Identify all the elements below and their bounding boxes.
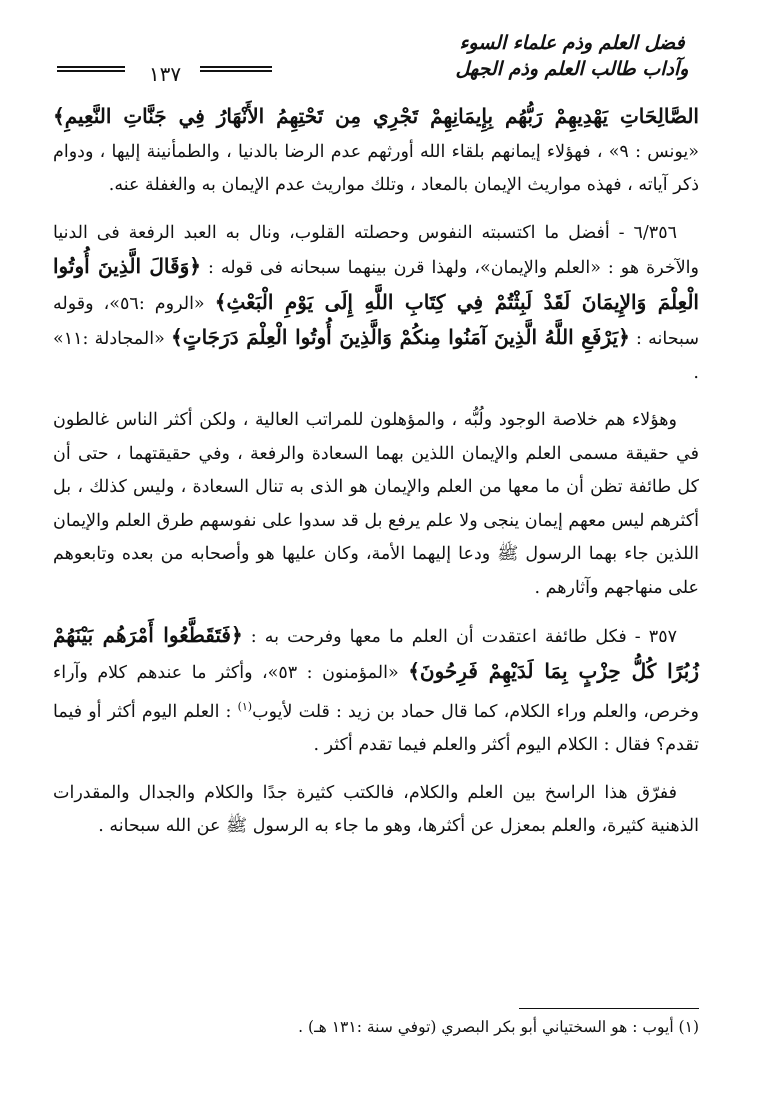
header-rule-middle (200, 66, 272, 72)
footnote: (١) أيوب : هو السختياني أبو بكر البصري (توفي سنة :١٣١ هـ) . (298, 1018, 699, 1036)
footnote-marker[interactable]: (١) (237, 700, 253, 713)
paragraph-text: «الروم :٥٦»، وقوله سبحانه : (53, 293, 699, 349)
paragraph-text: : العلم اليوم أكثر أو فيما تقدم؟ فقال : الكلام اليوم أكثر والعلم فيما تقدم أكثر . (53, 701, 699, 756)
main-text (53, 100, 699, 858)
quran-verse: ﴿وَقَالَ الَّذِينَ أُوتُوا الْعِلْمَ وَالإِيمَانَ لَقَدْ لَبِثْتُمْ فِي كِتَابِ اللَّهِ إِلَى يَوْمِ الْبَعْثِ﴾ (53, 254, 699, 314)
paragraph-text: ٦/٣٥٦ - أفضل ما اكتسبته النفوس وحصلته القلوب، ونال به العبد الرفعة فى الدنيا والآخرة هو : «العلم والإيمان»، ولهذا قرن بينهما سبحانه فى قوله : (53, 222, 699, 278)
paragraph-text: ٣٥٧ - فكل طائفة اعتقدت أن العلم ما معها وفرحت به : (242, 627, 677, 647)
paragraph-text: «يونس : ٩» ، فهؤلاء إيمانهم بلقاء الله أورثهم عدم الرضا بالدنيا ، والطمأنينة إليها ، ودوام ذكر آياته ، فهذه مواريث الإيمان بالمعاد ، وتلك مواريث عدم الإيمان به والغفلة عنه. (53, 141, 699, 195)
page-number: ١٣٧ (148, 62, 182, 86)
paragraph-5 (53, 777, 699, 844)
running-title-line-2: وآداب طالب العلم وذم الجهل (455, 58, 689, 80)
paragraph-text: وهؤلاء هم خلاصة الوجود ولُبُّه ، والمؤهلون للمراتب العالية ، ولكن أكثر الناس غالطون في حقيقة مسمى العلم والإيمان اللذين بهما السعادة والرفعة ، وفي حقيقتهما ، حتى أن كل طائفة تظن أن ما معها من العلم والإيمان هو الذى به تنال السعادة ، وليس كذلك ، بل أكثرهم ليس معهم إيمان ينجى ولا علم يرفع بل قد سدوا على نفوسهم طرق العلم والإيمان اللذين جاء بهما الرسول ﷺ ودعا إليهما الأمة، وكان عليها هو وأصحابه من بعده وتابعوهم على منهاجهم وآثارهم . (53, 410, 699, 598)
footnote-divider (519, 1008, 699, 1009)
quran-verse: ﴿يَرْفَعِ اللَّهُ الَّذِينَ آمَنُوا مِنكُمْ وَالَّذِينَ أُوتُوا الْعِلْمَ دَرَجَاتٍ﴾ (171, 325, 630, 349)
quran-verse: ﴿فَتَقَطَّعُوا أَمْرَهُم بَيْنَهُمْ زُبُرًا كُلُّ حِزْبٍ بِمَا لَدَيْهِمْ فَرِحُونَ﴾ (53, 623, 699, 683)
paragraph-text: ففرّق هذا الراسخ بين العلم والكلام، فالكتب كثيرة جدًا والكلام والجدال والمقدرات الذهنية كثيرة، والعلم بمعزل عن أكثرها، وهو ما جاء به الرسول ﷺ عن الله سبحانه . (53, 782, 699, 837)
paragraph-1 (53, 100, 699, 203)
paragraph-3 (53, 404, 699, 605)
paragraph-4 (53, 619, 699, 763)
quran-verse: الصَّالِحَاتِ يَهْدِيهِمْ رَبُّهُم بِإِيمَانِهِمْ تَجْرِي مِن تَحْتِهِمُ الأَنْهَارُ فِي جَنَّاتِ النَّعِيمِ﴾ (53, 104, 699, 128)
paragraph-text: «المؤمنون : ٥٣»، وأكثر ما عندهم كلام وآراء وخرص، والعلم وراء الكلام، كما قال حماد بن زيد : قلت لأيوب (53, 662, 699, 722)
paragraph-2 (53, 217, 699, 391)
paragraph-text: «المجادلة :١١» . (53, 329, 699, 383)
running-title-line-1: فضل العلم وذم علماء السوء (459, 32, 685, 54)
page-header (0, 30, 757, 90)
header-rule-left (57, 66, 125, 72)
running-title (447, 30, 697, 82)
